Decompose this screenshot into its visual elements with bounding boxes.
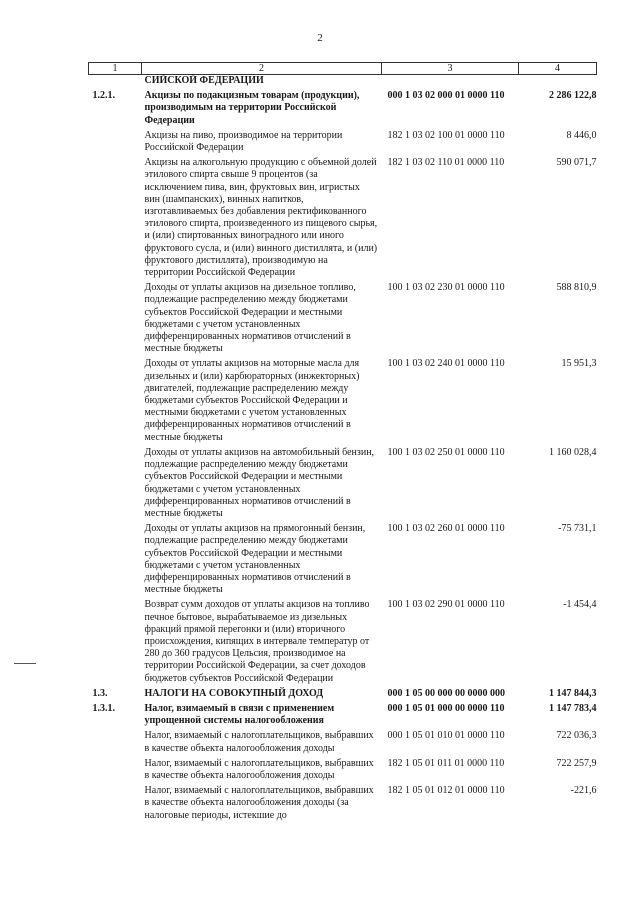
row-name: Налог, взимаемый с налогоплательщиков, выбравших в качестве объекта налогообложения доходы	[144, 730, 374, 754]
row-name: Возврат сумм доходов от уплаты акцизов на топливо печное бытовое, вырабатываемое из дизельных фракций прямой перегонки и (или) вторичного происхождения, кипящих в интервале температур от 280 до 360 градусов Цельсия, производимое на территории Российской Федерации, за счет доходов бюджетов субъектов Российской Федерации	[144, 599, 370, 684]
table-row	[89, 358, 597, 446]
row-number	[89, 282, 142, 358]
budget-revenue-table	[88, 62, 597, 825]
row-name: Доходы от уплаты акцизов на моторные масла для дизельных и (или) карбюраторных (инжекторных) двигателей, подлежащие распределению между бюджетами субъектов Российской Федерации и местными бюджетами с учетом установленных дифференцированных нормативов отчислений в местные бюджеты	[144, 358, 360, 443]
row-name: Акцизы по подакцизным товарам (продукции), производимым на территории Российской Федерации	[144, 90, 360, 126]
page-number: 2	[317, 32, 323, 44]
row-amount: 8 446,0	[566, 129, 597, 141]
row-amount: 1 147 783,4	[549, 702, 597, 714]
row-amount: 15 951,3	[561, 358, 597, 370]
row-name: Доходы от уплаты акцизов на прямогонный бензин, подлежащие распределению между бюджетами субъектов Российской Федерации и местными бюджетами с учетом установленных дифференцированных нормативов отчислений в местные бюджеты	[144, 523, 366, 596]
margin-mark	[14, 663, 36, 664]
row-amount: 1 160 028,4	[549, 446, 597, 458]
row-budget-code: 000 1 05 01 010 01 0000 110	[387, 730, 505, 742]
table-row	[89, 75, 597, 91]
row-budget-code: 100 1 03 02 290 01 0000 110	[387, 599, 505, 611]
table-header-row	[89, 63, 597, 75]
row-amount: 722 257,9	[556, 757, 597, 769]
row-name: Налог, взимаемый с налогоплательщиков, выбравших в качестве объекта налогообложения доходы (за налоговые периоды, истекшие до	[144, 785, 374, 821]
column-header-3: 3	[382, 63, 519, 75]
row-name: Налог, взимаемый в связи с применением упрощенной системы налогообложения	[144, 702, 335, 727]
row-number: 1.3.1.	[92, 702, 115, 714]
table-row	[89, 130, 597, 157]
row-number	[89, 75, 142, 91]
row-amount: -221,6	[570, 785, 597, 797]
row-budget-code: 182 1 05 01 012 01 0000 110	[387, 785, 505, 797]
row-name: НАЛОГИ НА СОВОКУПНЫЙ ДОХОД	[144, 687, 324, 699]
table-body	[89, 75, 597, 825]
row-budget-code: 000 1 03 02 000 01 0000 110	[387, 90, 505, 102]
row-budget-code: 182 1 05 01 011 01 0000 110	[387, 757, 505, 769]
column-header-1: 1	[89, 63, 142, 75]
table-row	[89, 688, 597, 703]
table-row	[89, 447, 597, 523]
row-amount: 722 036,3	[556, 730, 597, 742]
row-number	[89, 599, 142, 687]
row-number: 1.3.	[92, 687, 108, 699]
row-budget-code: 000 1 05 00 000 00 0000 000	[387, 687, 505, 699]
row-budget-code: 000 1 05 01 000 00 0000 110	[387, 702, 505, 714]
row-number	[89, 730, 142, 757]
row-number	[89, 157, 142, 282]
row-name: Налог, взимаемый с налогоплательщиков, выбравших в качестве объекта налогообложения доходы	[144, 757, 374, 781]
row-number	[89, 758, 142, 785]
row-budget-code: 100 1 03 02 260 01 0000 110	[387, 523, 505, 535]
row-budget-code: 182 1 03 02 110 01 0000 110	[387, 157, 505, 169]
row-amount: -1 454,4	[563, 599, 597, 611]
row-name: Акцизы на пиво, производимое на территории Российской Федерации	[144, 129, 343, 154]
row-amount	[519, 75, 597, 91]
row-budget-code: 100 1 03 02 230 01 0000 110	[387, 282, 505, 294]
table-row	[89, 785, 597, 825]
row-number	[89, 130, 142, 157]
table-row	[89, 523, 597, 599]
row-budget-code	[382, 75, 519, 91]
column-header-2: 2	[142, 63, 382, 75]
row-budget-code: 100 1 03 02 250 01 0000 110	[387, 446, 505, 458]
column-header-4: 4	[519, 63, 597, 75]
row-number	[89, 447, 142, 523]
table-row	[89, 90, 597, 130]
row-amount: 2 286 122,8	[549, 90, 597, 102]
table-row	[89, 703, 597, 730]
table-row	[89, 599, 597, 687]
row-amount: -75 731,1	[558, 523, 597, 535]
row-number	[89, 523, 142, 599]
row-budget-code: 182 1 03 02 100 01 0000 110	[387, 129, 505, 141]
row-amount: 1 147 844,3	[549, 687, 597, 699]
row-name: Доходы от уплаты акцизов на автомобильный бензин, подлежащие распределению между бюджетами субъектов Российской Федерации и местными бюджетами с учетом установленных дифференцированных нормативов отчислений в местные бюджеты	[144, 446, 375, 519]
row-number	[89, 358, 142, 446]
row-name: СИЙСКОЙ ФЕДЕРАЦИИ	[144, 75, 264, 86]
row-name: Акцизы на алкогольную продукцию с объемной долей этилового спирта свыше 9 процентов (за исключением пива, вин, фруктовых вин, игристых вин (шампанских), винных напитков, изготавливаемых без добавления ректификованного этилового спирта, произведенного из пищевого сырья, и (или) спиртованных виноградного или иного фруктового сусла, и (или) винного дистиллята, и (или) фруктового дистиллята), производимую на территории Российской Федерации	[144, 157, 378, 279]
row-number: 1.2.1.	[92, 90, 115, 102]
table-row	[89, 157, 597, 282]
row-name: Доходы от уплаты акцизов на дизельное топливо, подлежащие распределению между бюджетами субъектов Российской Федерации и местными бюджетами с учетом установленных дифференцированных нормативов отчислений в местные бюджеты	[144, 282, 356, 355]
row-number	[89, 785, 142, 825]
row-amount: 588 810,9	[556, 282, 597, 294]
row-amount: 590 071,7	[556, 157, 597, 169]
table-row	[89, 282, 597, 358]
table-row	[89, 758, 597, 785]
row-budget-code: 100 1 03 02 240 01 0000 110	[387, 358, 505, 370]
table-row	[89, 730, 597, 757]
